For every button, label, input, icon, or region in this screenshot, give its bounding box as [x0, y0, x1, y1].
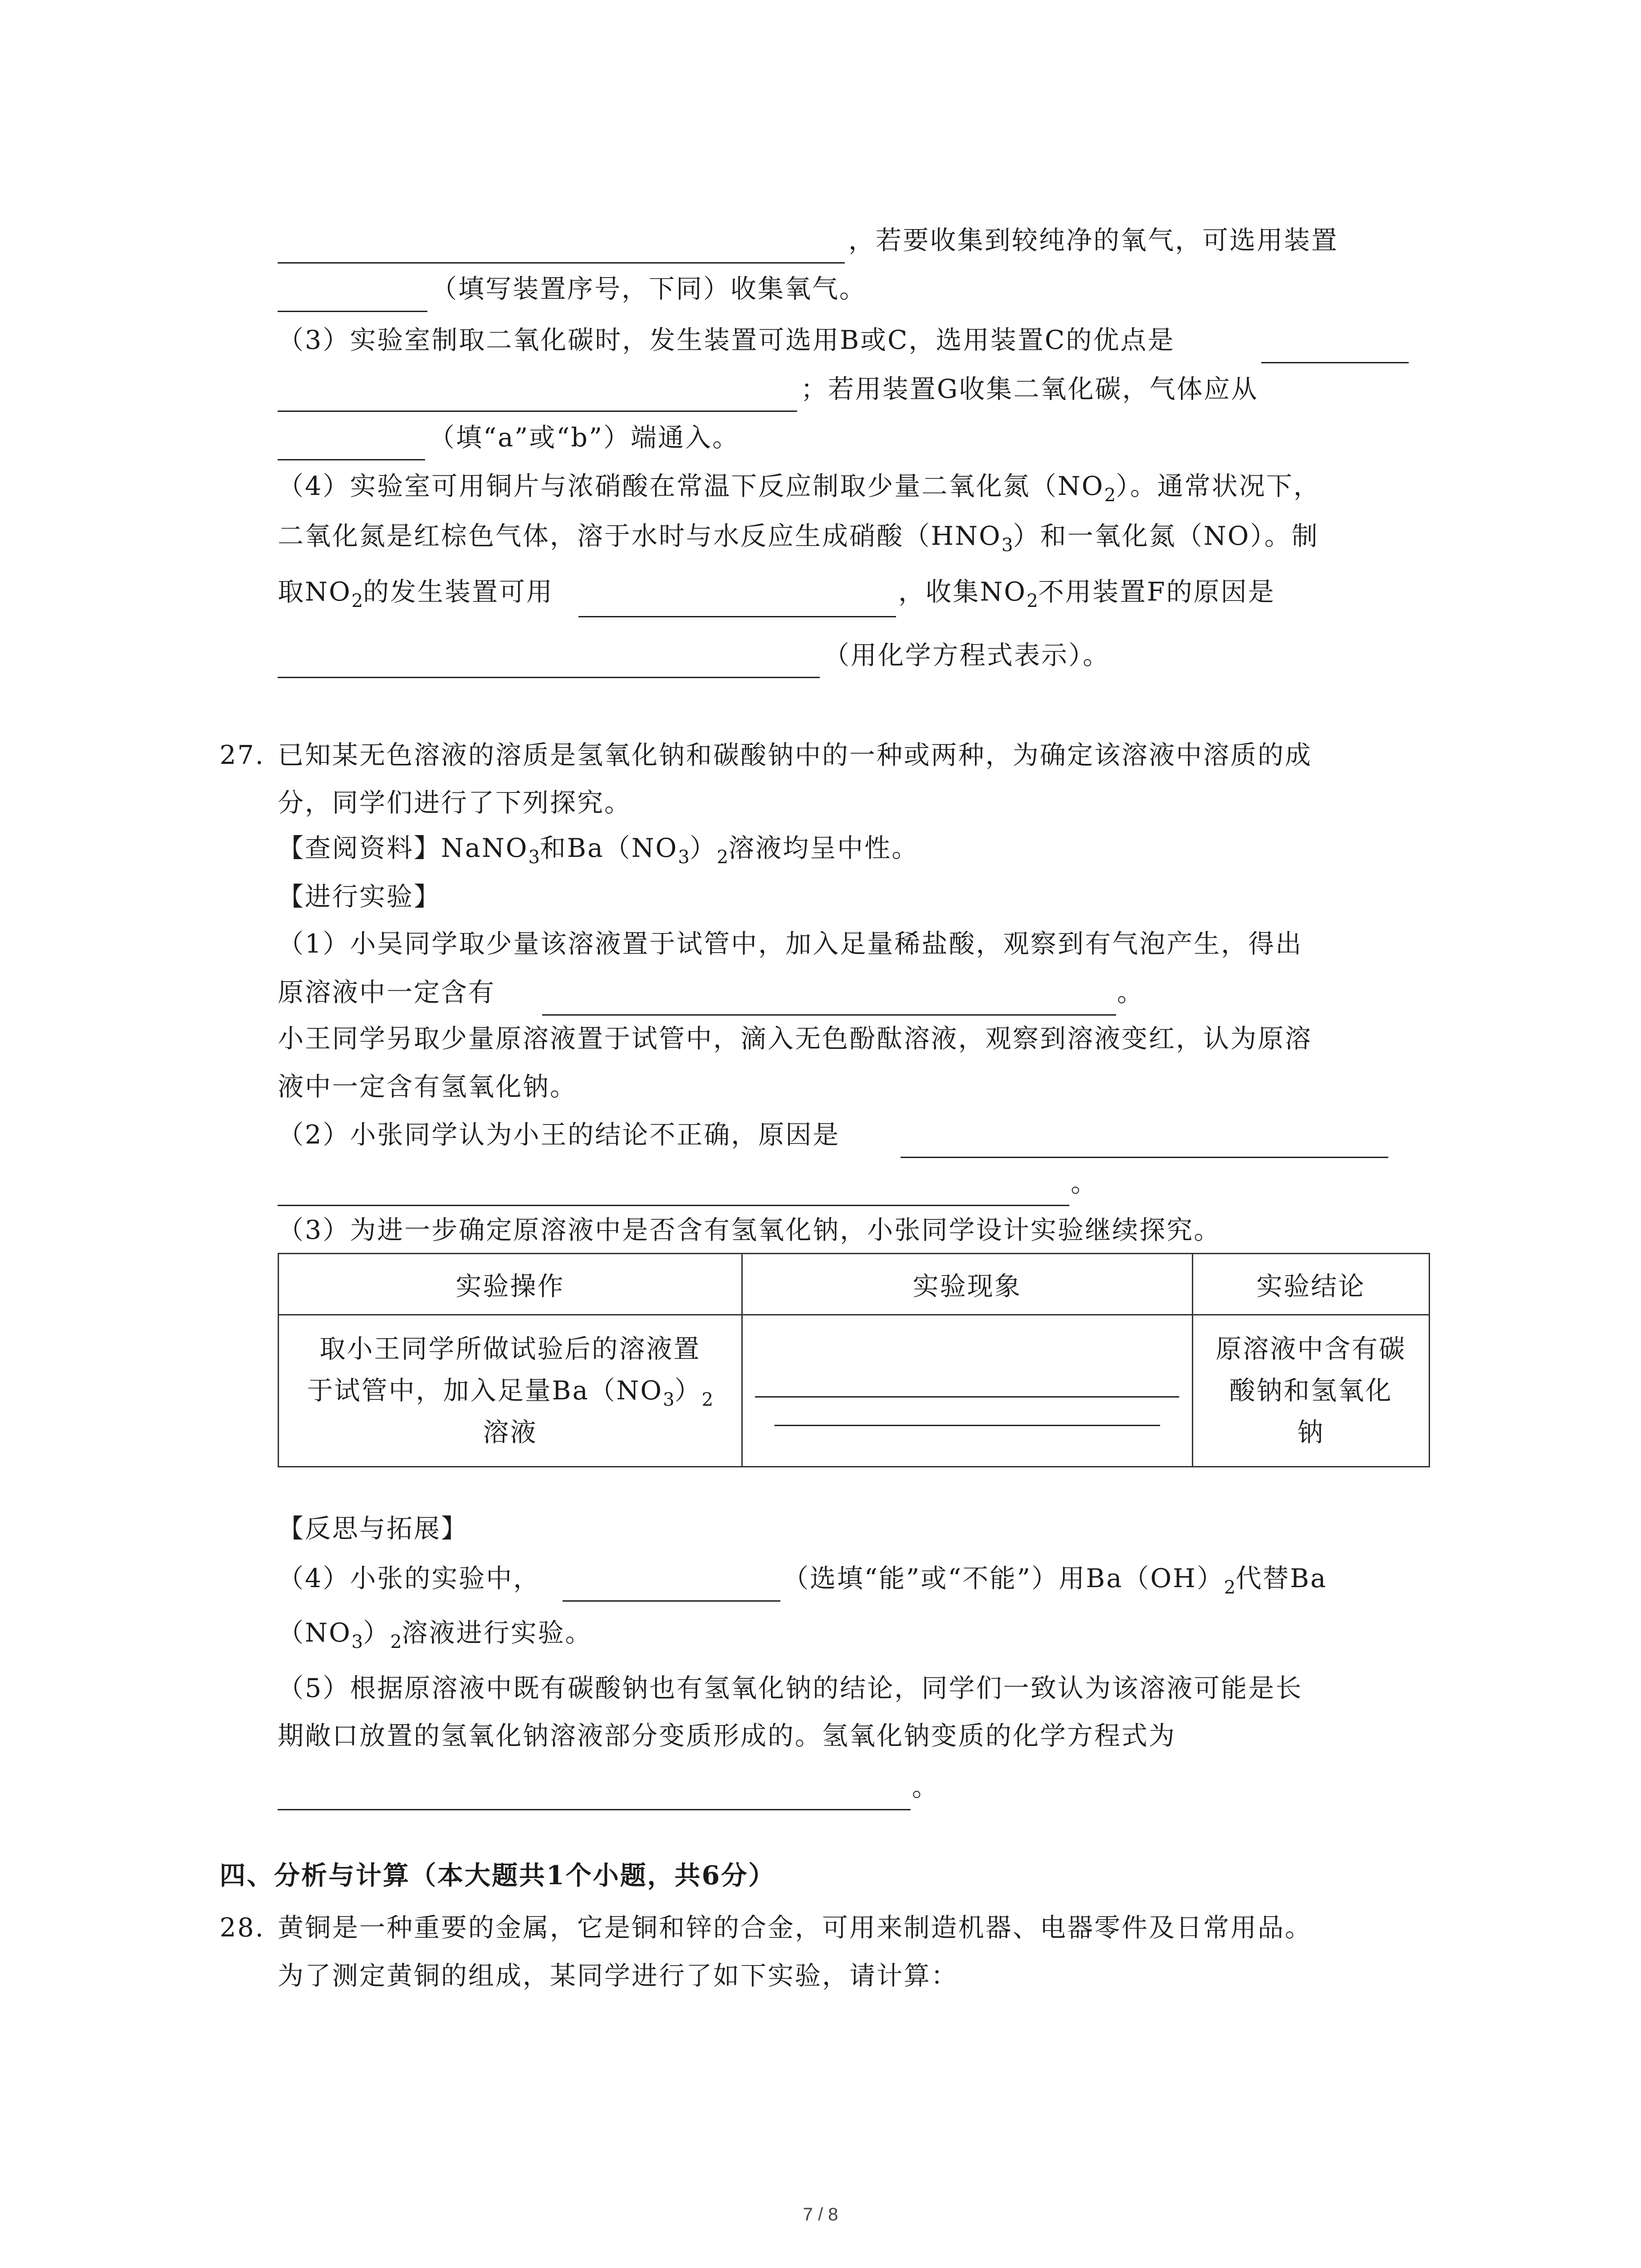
experiment-table: [278, 1253, 1430, 1467]
question-number: 28.: [220, 1913, 265, 1943]
section-heading: 【进行实验】: [278, 882, 441, 912]
table-row: [279, 1315, 1430, 1467]
text-line: （2）小张同学认为小王的结论不正确，原因是: [278, 1120, 840, 1150]
text-line: （4）实验室可用铜片与浓硝酸在常温下反应制取少量二氧化氮$(NO_2)$。通常状况下，: [278, 471, 1321, 506]
text-line: 黄铜是一种重要的金属，它是铜和锌的合金，可用来制造机器、电器零件及日常用品。: [278, 1913, 1312, 1943]
text-line: （3）实验室制取二氧化碳时，发生装置可选用B或C，选用装置C的优点是: [278, 325, 1175, 355]
text-line: ，收集$NO_2$不用装置F的原因是: [898, 577, 1275, 611]
text-line: 。: [1071, 1168, 1098, 1198]
section-heading: 【反思与拓展】: [278, 1514, 468, 1544]
page-number: 7 / 8: [803, 2204, 838, 2224]
text-line: （填写装置序号，下同）收集氧气。: [431, 274, 867, 304]
section-title: 四、分析与计算（本大题共1个小题，共6分）: [220, 1860, 776, 1891]
text-line: （5）根据原溶液中既有碳酸钠也有氢氧化钠的结论，同学们一致认为该溶液可能是长: [278, 1673, 1303, 1703]
text-line: 。: [1117, 978, 1144, 1007]
answer-blank[interactable]: [278, 262, 845, 264]
question-number: 27.: [220, 740, 265, 770]
text-line: 分，同学们进行了下列探究。: [278, 788, 632, 818]
table-header-row: [279, 1254, 1430, 1315]
answer-blank[interactable]: [278, 677, 820, 678]
text-line: $(NO_3)_2$溶液进行实验。: [278, 1618, 593, 1652]
header-phenomenon: 实验现象: [742, 1254, 1192, 1315]
answer-blank[interactable]: [1261, 362, 1409, 363]
answer-blank[interactable]: [542, 1014, 1116, 1016]
text-line: （3）为进一步确定原溶液中是否含有氢氧化钠，小张同学设计实验继续探究。: [278, 1215, 1221, 1245]
text-line: （1）小吴同学取少量该溶液置于试管中，加入足量稀盐酸，观察到有气泡产生，得出: [278, 929, 1303, 959]
cell-conclusion: 原溶液中含有碳 酸钠和氢氧化 钠: [1192, 1315, 1429, 1467]
text-line: 小王同学另取少量原溶液置于试管中，滴入无色酚酞溶液，观察到溶液变红，认为原溶: [278, 1024, 1312, 1054]
text-line: 期敞口放置的氢氧化钠溶液部分变质形成的。氢氧化钠变质的化学方程式为: [278, 1721, 1176, 1751]
text-line: （选填“能”或“不能”）用$Ba(OH)_2$代替Ba: [783, 1564, 1327, 1598]
header-conclusion: 实验结论: [1192, 1254, 1429, 1315]
header-operation: 实验操作: [279, 1254, 742, 1315]
text-line: （用化学方程式表示）。: [823, 640, 1110, 670]
answer-blank[interactable]: [901, 1157, 1388, 1158]
text-line: ；若用装置G收集二氧化碳，气体应从: [801, 374, 1259, 404]
text-line: 。: [912, 1772, 939, 1802]
answer-blank[interactable]: [278, 1809, 911, 1810]
text-line: 液中一定含有氢氧化钠。: [278, 1072, 577, 1102]
text-line: （填“a”或“b”）端通入。: [429, 423, 740, 453]
text-line: （4）小张的实验中，: [278, 1564, 541, 1593]
cell-phenomenon[interactable]: [742, 1315, 1192, 1467]
reference-note: 【查阅资料】NaNO$_3$和$Ba(NO_3)_2$溶液均呈中性。: [278, 833, 919, 868]
answer-blank[interactable]: [563, 1600, 780, 1602]
answer-blank[interactable]: [774, 1425, 1160, 1426]
answer-blank[interactable]: [278, 311, 427, 312]
text-line: 为了测定黄铜的组成，某同学进行了如下实验，请计算：: [278, 1961, 958, 1991]
answer-blank[interactable]: [278, 459, 425, 460]
answer-blank[interactable]: [755, 1378, 1179, 1398]
text-line: 原溶液中一定含有: [278, 978, 495, 1007]
text-line: 取$NO_2$的发生装置可用: [278, 577, 554, 611]
text-line: 已知某无色溶液的溶质是氢氧化钠和碳酸钠中的一种或两种，为确定该溶液中溶质的成: [278, 740, 1312, 770]
answer-blank[interactable]: [278, 1205, 1069, 1206]
cell-operation: 取小王同学所做试验后的溶液置 于试管中，加入足量$Ba(NO_3)_2$ 溶液: [279, 1315, 742, 1467]
text-line: ，若要收集到较纯净的氧气，可选用装置: [848, 225, 1338, 255]
text-line: 二氧化氮是红棕色气体，溶于水时与水反应生成硝酸$(HNO_3)$和一氧化氮（NO）。制: [278, 521, 1319, 556]
answer-blank[interactable]: [578, 616, 896, 617]
answer-blank[interactable]: [278, 411, 797, 412]
